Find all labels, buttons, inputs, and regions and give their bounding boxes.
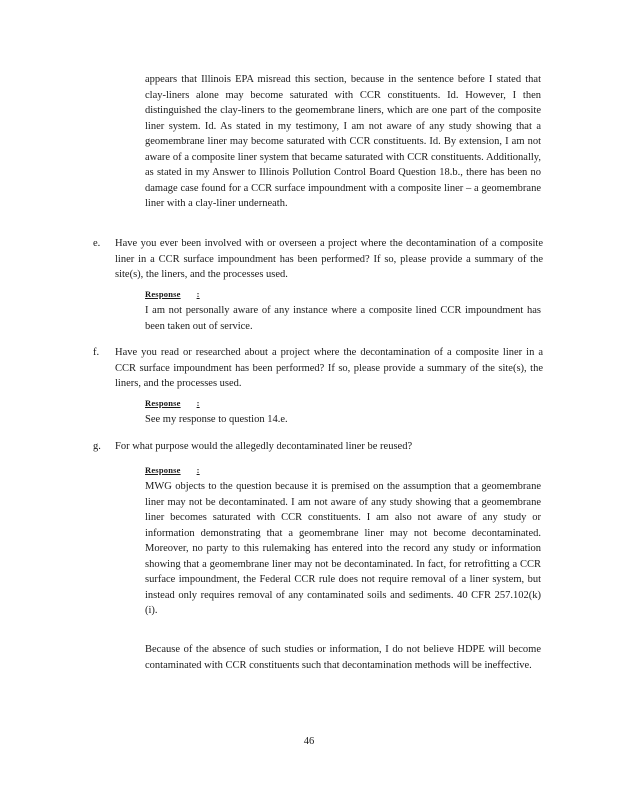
question-letter: g. (93, 441, 101, 452)
question-f (93, 345, 543, 392)
question-letter: e. (93, 238, 101, 249)
response-label: Response : (145, 465, 200, 475)
question-letter: f. (93, 347, 100, 358)
response-answer: See my response to question 14.e. (145, 414, 288, 425)
response-label: Response : (145, 289, 200, 299)
question-text: Have you ever been involved with or overseen a project where the decontamination of a composite liner in a CCR surface impoundment has been performed? If so, please provide a summary of the site(s), the liners, and the processes used. (115, 238, 543, 280)
response-answer-continued: Because of the absence of such studies or information, I do not believe HDPE will become contaminated with CCR constituents such that decontamination methods will be ineffective. (145, 644, 541, 671)
page-number: 46 (303, 736, 315, 747)
question-text: For what purpose would the allegedly decontaminated liner be reused? (115, 441, 413, 452)
intro-paragraph: appears that Illinois EPA misread this section, because in the sentence before I stated that clay-liners alone may become saturated with CCR constituents. Id. However, I then distinguished the clay-liners to the geomembrane liners, which are one part of the composite liner system. Id. As stated in my testimony, I am not aware of any study showing that a geomembrane liner may become saturated with CCR constituents. Id. By extension, I am not aware of a composite liner system that became saturated with CCR constituents. Additionally, as stated in my Answer to Illinois Pollution Control Board Question 18.b., there has been no damage case found for a CCR surface impoundment with a composite liner – a geomembrane liner with a clay-liner underneath. (145, 74, 541, 209)
response-answer: I am not personally aware of any instance where a composite lined CCR impoundment has been taken out of service. (145, 305, 541, 332)
response-label: Response : (145, 398, 200, 408)
question-g (93, 439, 543, 455)
question-text: Have you read or researched about a project where the decontamination of a composite liner in a CCR surface impoundment has been performed? If so, please provide a summary of the site(s), the liners, and the processes used. (115, 347, 543, 389)
response-answer: MWG objects to the question because it is premised on the assumption that a geomembrane liner may not be decontaminated. I am not aware of any study showing that a geomembrane liner becomes saturated with CCR constituents. I am also not aware of any study or information demonstrating that a geomembrane liner may not become decontaminated. Moreover, no party to this rulemaking has entered into the record any study or information showing that a geomembrane liner may not be decontaminated. In fact, for retrofitting a CCR surface impoundment, the Federal CCR rule does not require removal of a liner system, but instead only requires removal of any contaminated soils and sediments. 40 CFR 257.102(k)(i). (145, 481, 541, 616)
question-e (93, 236, 543, 283)
